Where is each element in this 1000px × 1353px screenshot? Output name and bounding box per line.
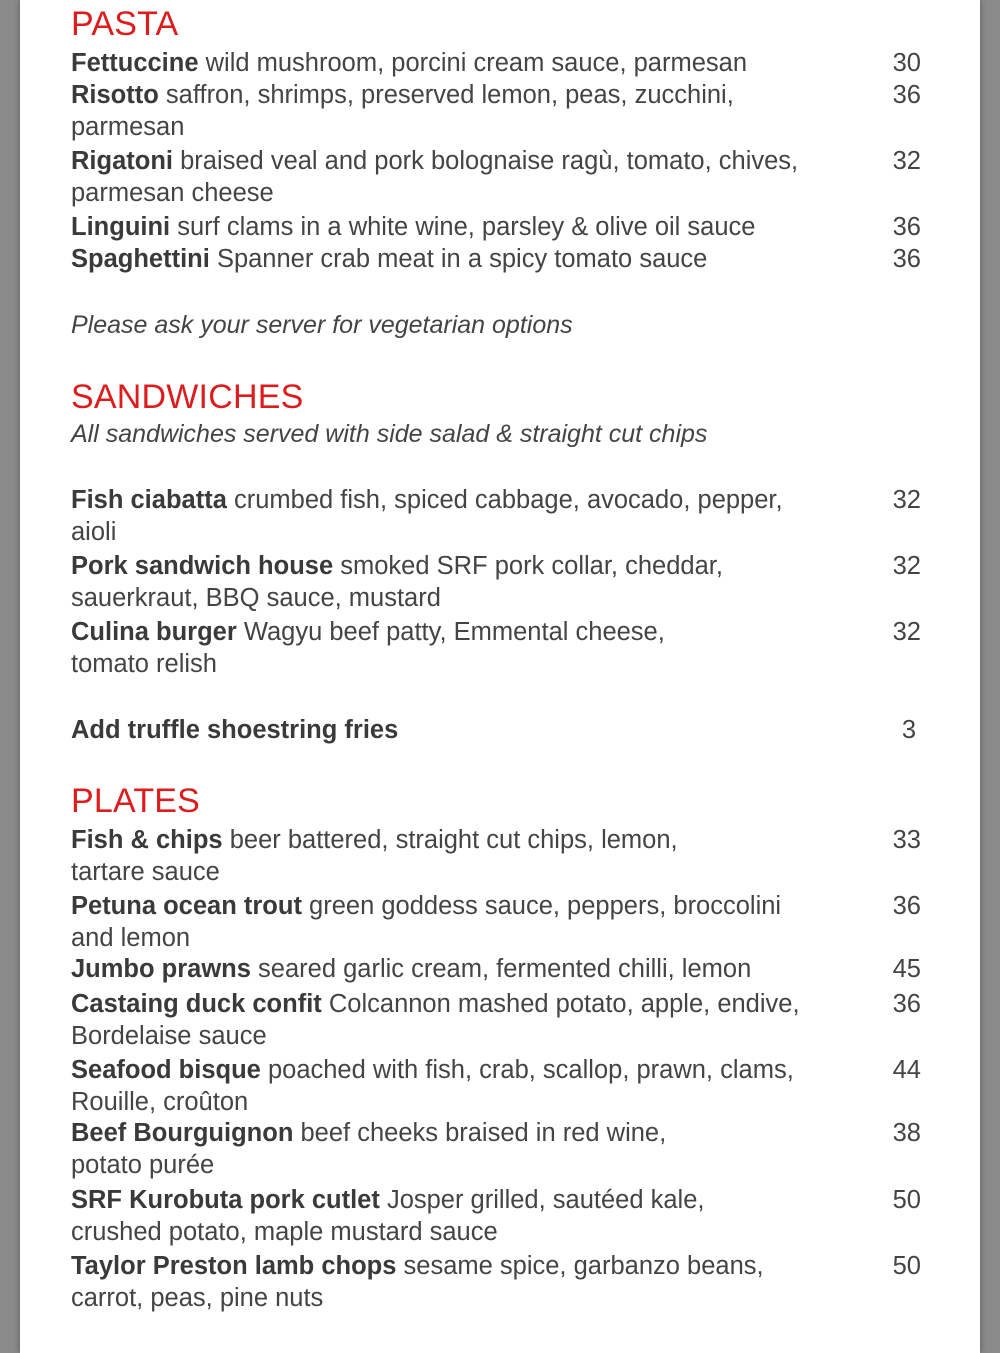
section-heading-plates: PLATES (71, 782, 201, 820)
menu-item (71, 890, 931, 954)
item-description-cont: tartare sauce (71, 858, 220, 886)
section-pasta (71, 4, 178, 44)
menu-item (71, 145, 931, 209)
item-description-cont: crushed potato, maple mustard sauce (71, 1218, 498, 1246)
menu-item (71, 616, 931, 680)
item-price: 50 (892, 1252, 921, 1280)
item-description: smoked SRF pork collar, cheddar, (340, 552, 723, 580)
item-description-cont: Rouille, croûton (71, 1088, 249, 1116)
item-description: Josper grilled, sautéed kale, (386, 1186, 705, 1214)
item-price: 36 (892, 990, 921, 1018)
menu-item (71, 47, 931, 79)
section-heading-sandwiches: SANDWICHES (71, 378, 304, 416)
item-name: Petuna ocean trout (71, 892, 302, 920)
menu-item (71, 1054, 931, 1118)
item-description-cont: parmesan cheese (71, 179, 274, 207)
item-price: 32 (892, 147, 921, 175)
item-description: Spanner crab meat in a spicy tomato sauce (216, 245, 708, 273)
item-price: 32 (892, 486, 921, 514)
menu-item (71, 824, 931, 888)
addon-item (71, 714, 931, 746)
menu-item (71, 243, 931, 275)
item-name: Fettuccine (71, 49, 199, 77)
item-description: sesame spice, garbanzo beans, (403, 1252, 764, 1280)
item-name: Linguini (71, 213, 171, 241)
section-heading-pasta: PASTA (71, 5, 179, 43)
item-name: Beef Bourguignon (71, 1119, 294, 1147)
item-description: Wagyu beef patty, Emmental cheese, (243, 618, 665, 646)
menu-item (71, 211, 931, 243)
item-price: 36 (892, 81, 921, 109)
menu-item (71, 79, 931, 143)
item-description-cont: sauerkraut, BBQ sauce, mustard (71, 584, 441, 612)
item-name: Seafood bisque (71, 1056, 261, 1084)
item-description: beef cheeks braised in red wine, (300, 1119, 667, 1147)
item-description: wild mushroom, porcini cream sauce, parmesan (205, 49, 748, 77)
item-name: SRF Kurobuta pork cutlet (71, 1186, 380, 1214)
menu-item (71, 953, 931, 985)
menu-item (71, 1184, 931, 1248)
item-description-cont: and lemon (71, 924, 191, 952)
menu-item (71, 1117, 931, 1181)
item-description: braised veal and pork bolognaise ragù, tomato, chives, (180, 147, 799, 175)
item-description-cont: parmesan (71, 113, 185, 141)
item-description-cont: Bordelaise sauce (71, 1022, 267, 1050)
item-name: Rigatoni (71, 147, 173, 175)
item-price: 36 (892, 213, 921, 241)
item-price: 30 (892, 49, 921, 77)
item-name: Castaing duck confit (71, 990, 322, 1018)
item-price: 44 (892, 1056, 921, 1084)
item-price: 32 (892, 552, 921, 580)
menu-item (71, 550, 931, 614)
item-price: 33 (892, 826, 921, 854)
menu-page (20, 0, 980, 1353)
item-description: Colcannon mashed potato, apple, endive, (328, 990, 800, 1018)
addon-name: Add truffle shoestring fries (71, 716, 399, 744)
item-price: 32 (892, 618, 921, 646)
item-description: crumbed fish, spiced cabbage, avocado, pepper, (233, 486, 783, 514)
item-price: 45 (892, 955, 921, 983)
item-description-cont: tomato relish (71, 650, 217, 678)
item-description: poached with fish, crab, scallop, prawn, clams, (267, 1056, 794, 1084)
item-description-cont: potato purée (71, 1151, 215, 1179)
item-name: Taylor Preston lamb chops (71, 1252, 397, 1280)
menu-item (71, 484, 931, 548)
item-description-cont: carrot, peas, pine nuts (71, 1284, 324, 1312)
item-price: 36 (892, 892, 921, 920)
item-price: 38 (892, 1119, 921, 1147)
item-description: saffron, shrimps, preserved lemon, peas, zucchini, (165, 81, 734, 109)
sandwiches-note: All sandwiches served with side salad & straight cut chips (71, 420, 708, 448)
item-price: 36 (892, 245, 921, 273)
item-description: seared garlic cream, fermented chilli, lemon (258, 955, 752, 983)
item-description: green goddess sauce, peppers, broccolini (309, 892, 782, 920)
item-name: Fish ciabatta (71, 486, 227, 514)
item-name: Pork sandwich house (71, 552, 334, 580)
item-name: Culina burger (71, 618, 237, 646)
item-description-cont: aioli (71, 518, 117, 546)
addon-price: 3 (901, 716, 916, 744)
item-name: Fish & chips (71, 826, 223, 854)
menu-item (71, 988, 931, 1052)
vegetarian-note: Please ask your server for vegetarian options (71, 311, 573, 339)
item-name: Jumbo prawns (71, 955, 251, 983)
item-description: surf clams in a white wine, parsley & olive oil sauce (177, 213, 756, 241)
item-name: Spaghettini (71, 245, 210, 273)
item-price: 50 (892, 1186, 921, 1214)
item-name: Risotto (71, 81, 159, 109)
menu-item (71, 1250, 931, 1314)
item-description: beer battered, straight cut chips, lemon, (229, 826, 678, 854)
